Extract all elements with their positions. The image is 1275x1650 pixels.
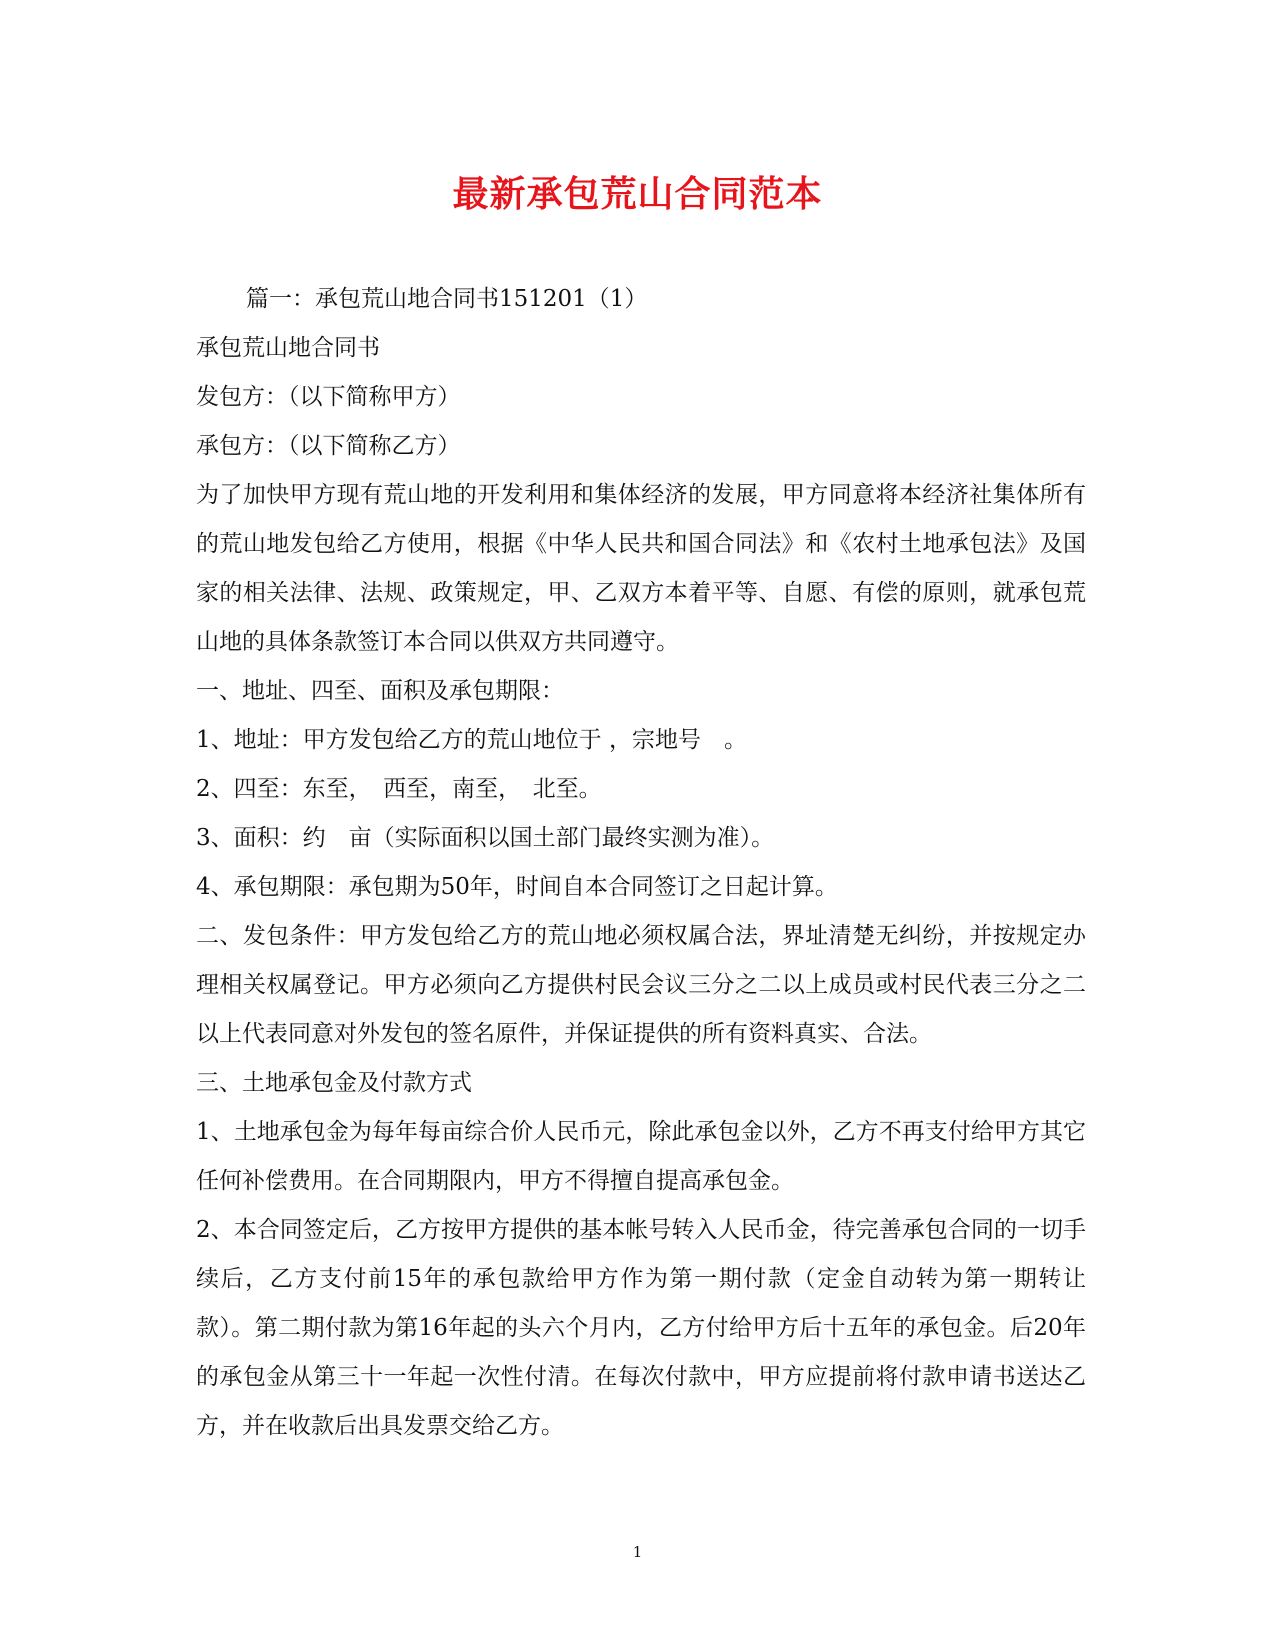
clause-1-2: 2、四至：东至， 西至，南至， 北至。 [196,776,602,802]
document-title: 最新承包荒山合同范本 [452,173,823,215]
section-heading: 篇一：承包荒山地合同书151201（1） [246,286,648,312]
clause-3-2: 2、本合同签定后，乙方按甲方提供的基本帐号转入人民币金，待完善承包合同的一切手续后，乙方支付前15年的承包款给甲方作为第一期付款（定金自动转为第一期转让款）。第二期付款为第16年起的头六个月内，乙方付给甲方后十五年的承包金。后20年的承包金从第三十一年起一次性付清。在每次付款中，甲方应提前将付款申请书送达乙方，并在收款后出具发票交给乙方。 [196,1217,1086,1439]
clause-3-heading: 三、土地承包金及付款方式 [196,1070,472,1096]
preamble-paragraph: 为了加快甲方现有荒山地的开发利用和集体经济的发展，甲方同意将本经济社集体所有的荒山地发包给乙方使用，根据《中华人民共和国合同法》和《农村土地承包法》及国家的相关法律、法规、政策规定，甲、乙双方本着平等、自愿、有偿的原则，就承包荒山地的具体条款签订本合同以供双方共同遵守。 [196,482,1086,655]
clause-1-4: 4、承包期限：承包期为50年，时间自本合同签订之日起计算。 [196,874,838,900]
clause-3-1: 1、土地承包金为每年每亩综合价人民币元，除此承包金以外，乙方不再支付给甲方其它任何补偿费用。在合同期限内，甲方不得擅自提高承包金。 [196,1119,1086,1194]
party-a-line: 发包方：（以下简称甲方） [196,384,461,410]
clause-1-3: 3、面积：约 亩（实际面积以国土部门最终实测为准）。 [196,825,775,851]
clause-1-heading: 一、地址、四至、面积及承包期限： [196,678,564,704]
clause-2: 二、发包条件：甲方发包给乙方的荒山地必须权属合法，界址清楚无纠纷，并按规定办理相关权属登记。甲方必须向乙方提供村民会议三分之二以上成员或村民代表三分之二以上代表同意对外发包的签名原件，并保证提供的所有资料真实、合法。 [196,923,1086,1047]
page-number: 1 [632,1543,643,1561]
clause-1-1: 1、地址：甲方发包给乙方的荒山地位于 ，宗地号 。 [196,727,747,753]
contract-name: 承包荒山地合同书 [196,335,380,361]
document-body [196,275,1086,1451]
party-b-line: 承包方：（以下简称乙方） [196,433,461,459]
